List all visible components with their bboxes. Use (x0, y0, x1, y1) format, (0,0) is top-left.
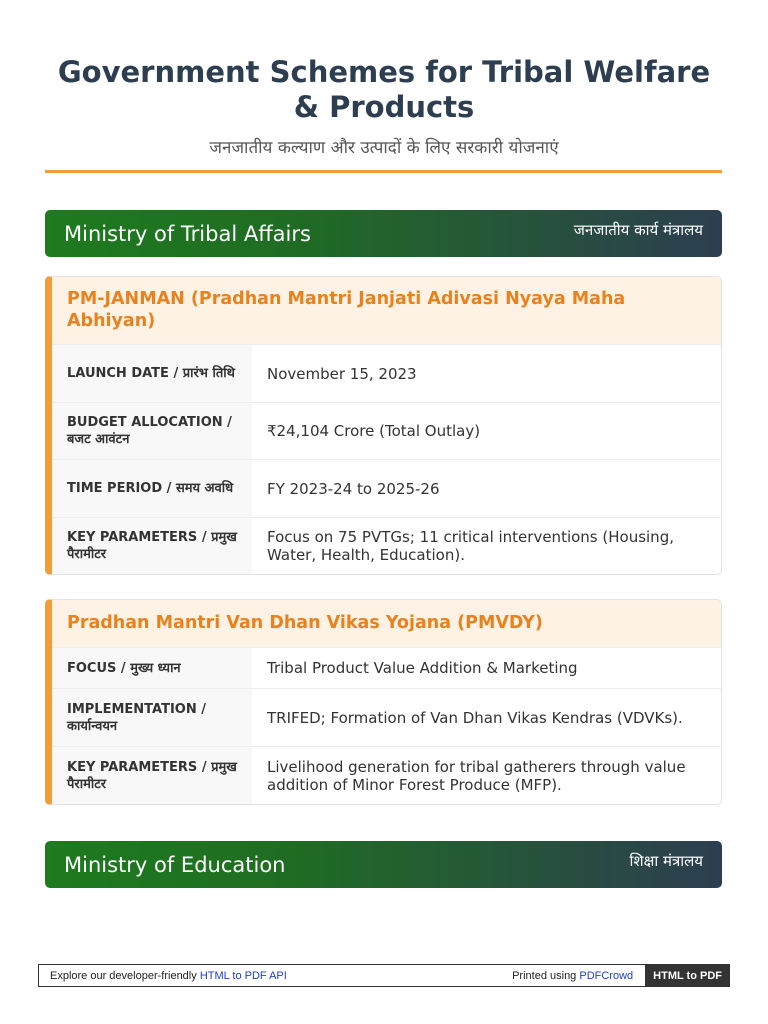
scheme-row (52, 459, 721, 517)
pdfcrowd-link[interactable]: PDFCrowd (579, 969, 634, 982)
scheme-row-value: Focus on 75 PVTGs; 11 critical interventions (Housing, Water, Health, Education). (267, 528, 674, 564)
page-header (45, 55, 723, 158)
html-to-pdf-api-link[interactable]: HTML to PDF API (199, 969, 287, 982)
scheme-title: Pradhan Mantri Van Dhan Vikas Yojana (PMVDY) (67, 613, 543, 633)
ministry-name-hi: शिक्षा मंत्रालय (629, 851, 703, 870)
scheme-row-label: BUDGET ALLOCATION / बजट आवंटन (52, 403, 252, 459)
scheme-row (52, 517, 721, 574)
scheme-row-value: Livelihood generation for tribal gatherers through value addition of Minor Forest Produce (MFP). (267, 757, 686, 794)
ministry-name-en: Ministry of Tribal Affairs (64, 221, 311, 246)
scheme-row-value: ₹24,104 Crore (Total Outlay) (267, 422, 481, 440)
scheme-row (52, 344, 721, 402)
html-to-pdf-badge[interactable]: HTML to PDF (645, 964, 730, 987)
footer-left-text: Explore our developer-friendly (50, 969, 200, 982)
scheme-card-header (52, 600, 721, 647)
page-title: Government Schemes for Tribal Welfare & Products (57, 55, 711, 124)
header-divider (45, 170, 722, 173)
scheme-card-header (52, 277, 721, 344)
ministry-banner-tribal-affairs (45, 210, 722, 257)
scheme-row (52, 402, 721, 459)
ministry-name-en: Ministry of Education (64, 852, 286, 877)
scheme-row-value: November 15, 2023 (267, 364, 417, 383)
scheme-row-value: FY 2023-24 to 2025-26 (267, 479, 440, 498)
scheme-row-label: TIME PERIOD / समय अवधि (52, 460, 252, 517)
ministry-name-hi: जनजातीय कार्य मंत्रालय (573, 220, 703, 239)
footer-right-text: Printed using (512, 969, 580, 982)
scheme-row (52, 647, 721, 688)
scheme-row-label: IMPLEMENTATION / कार्यान्वयन (52, 689, 252, 746)
scheme-row (52, 746, 721, 804)
footer-right (512, 970, 645, 982)
ministry-banner-education (45, 841, 722, 888)
scheme-row (52, 688, 721, 746)
scheme-row-label: LAUNCH DATE / प्रारंभ तिथि (52, 345, 252, 402)
pdfcrowd-footer (38, 964, 730, 987)
footer-left (39, 970, 512, 982)
scheme-row-label: FOCUS / मुख्य ध्यान (52, 648, 252, 688)
page-subtitle: जनजातीय कल्याण और उत्पादों के लिए सरकारी योजनाएं (209, 138, 559, 158)
scheme-row-label: KEY PARAMETERS / प्रमुख पैरामीटर (52, 747, 252, 804)
scheme-card-pm-janman (45, 276, 722, 575)
scheme-row-value: TRIFED; Formation of Van Dhan Vikas Kendras (VDVKs). (267, 708, 683, 727)
scheme-row-value: Tribal Product Value Addition & Marketing (267, 659, 578, 677)
scheme-card-pmvdy (45, 599, 722, 805)
scheme-title: PM-JANMAN (Pradhan Mantri Janjati Adivasi Nyaya Maha Abhiyan) (67, 289, 626, 331)
scheme-row-label: KEY PARAMETERS / प्रमुख पैरामीटर (52, 518, 252, 574)
